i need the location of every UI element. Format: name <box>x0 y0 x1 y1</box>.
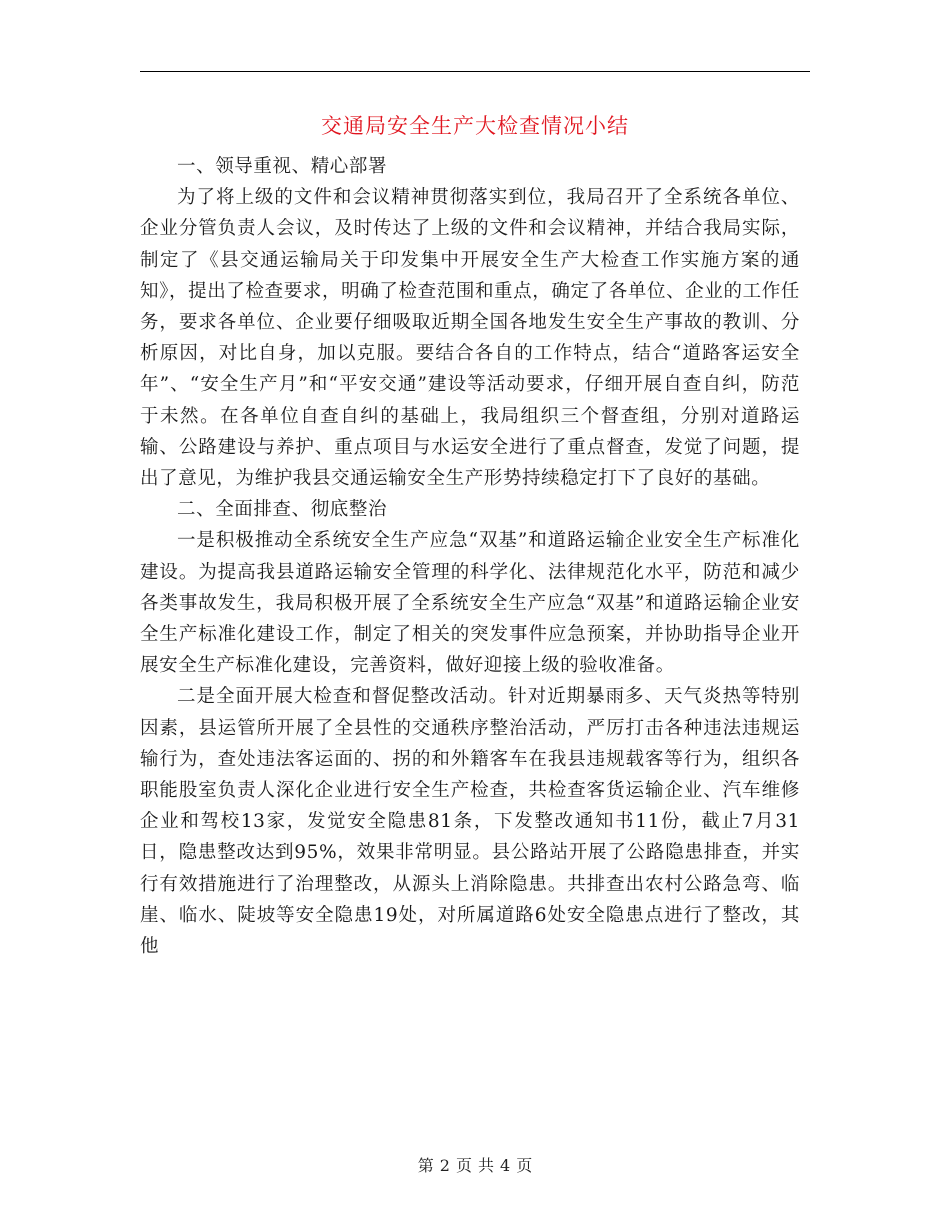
document-title: 交通局安全生产大检查情况小结 <box>321 114 629 138</box>
header-rule <box>140 71 810 72</box>
current-page-number: 2 <box>439 1156 450 1175</box>
page-footer <box>0 1153 950 1176</box>
section-heading-2: 二、全面排查、彻底整治 <box>177 499 388 521</box>
document-body <box>140 151 800 962</box>
paragraph: 为了将上级的文件和会议精神贯彻落实到位，我局召开了全系统各单位、企业分管负责人会议，及时传达了上级的文件和会议精神，并结合我局实际，制定了《县交通运输局关于印发集中开展安全生产大检查工作实施方案的通知》，提出了检查要求，明确了检查范围和重点，确定了各单位、企业的工作任务，要求各单位、企业要仔细吸取近期全国各地发生安全生产事故的教训、分析原因，对比自身，加以克服。要结合各自的工作特点，结合“道路客运安全年”、“安全生产月”和“平安交通”建设等活动要求，仔细开展自查自纠，防范于未然。在各单位自查自纠的基础上，我局组织三个督查组，分别对道路运输、公路建设与养护、重点项目与水运安全进行了重点督查，发觉了问题，提出了意见，为维护我县交通运输安全生产形势持续稳定打下了良好的基础。 <box>140 187 800 490</box>
paragraph: 二是全面开展大检查和督促整改活动。针对近期暴雨多、天气炎热等特别因素，县运管所开展了全县性的交通秩序整治活动，严厉打击各种违法违规运输行为，查处违法客运面的、拐的和外籍客车在我县违规载客等行为，组织各职能股室负责人深化企业进行安全生产检查，共检查客货运输企业、汽车维修企业和驾校13家，发觉安全隐患81条，下发整改通知书11份，截止7月31日，隐患整改达到95%，效果非常明显。县公路站开展了公路隐患排查，并实行有效措施进行了治理整改，从源头上消除隐患。共排查出农村公路急弯、临崖、临水、陡坡等安全隐患19处，对所属道路6处安全隐患点进行了整改，其他 <box>140 686 800 958</box>
total-page-number: 4 <box>500 1156 511 1175</box>
footer-prefix: 第 <box>417 1156 434 1175</box>
paragraph: 一是积极推动全系统安全生产应急“双基”和道路运输企业安全生产标准化建设。为提高我县道路运输安全管理的科学化、法律规范化水平，防范和减少各类事故发生，我局积极开展了全系统安全生产应急“双基”和道路运输企业安全生产标准化建设工作，制定了相关的突发事件应急预案，并协助指导企业开展安全生产标准化建设，完善资料，做好迎接上级的验收准备。 <box>140 530 800 677</box>
section-heading-1: 一、领导重视、精心部署 <box>177 156 388 177</box>
footer-page-label: 页 <box>455 1156 472 1175</box>
footer-total-label: 共 <box>478 1156 495 1175</box>
footer-suffix: 页 <box>516 1156 533 1175</box>
